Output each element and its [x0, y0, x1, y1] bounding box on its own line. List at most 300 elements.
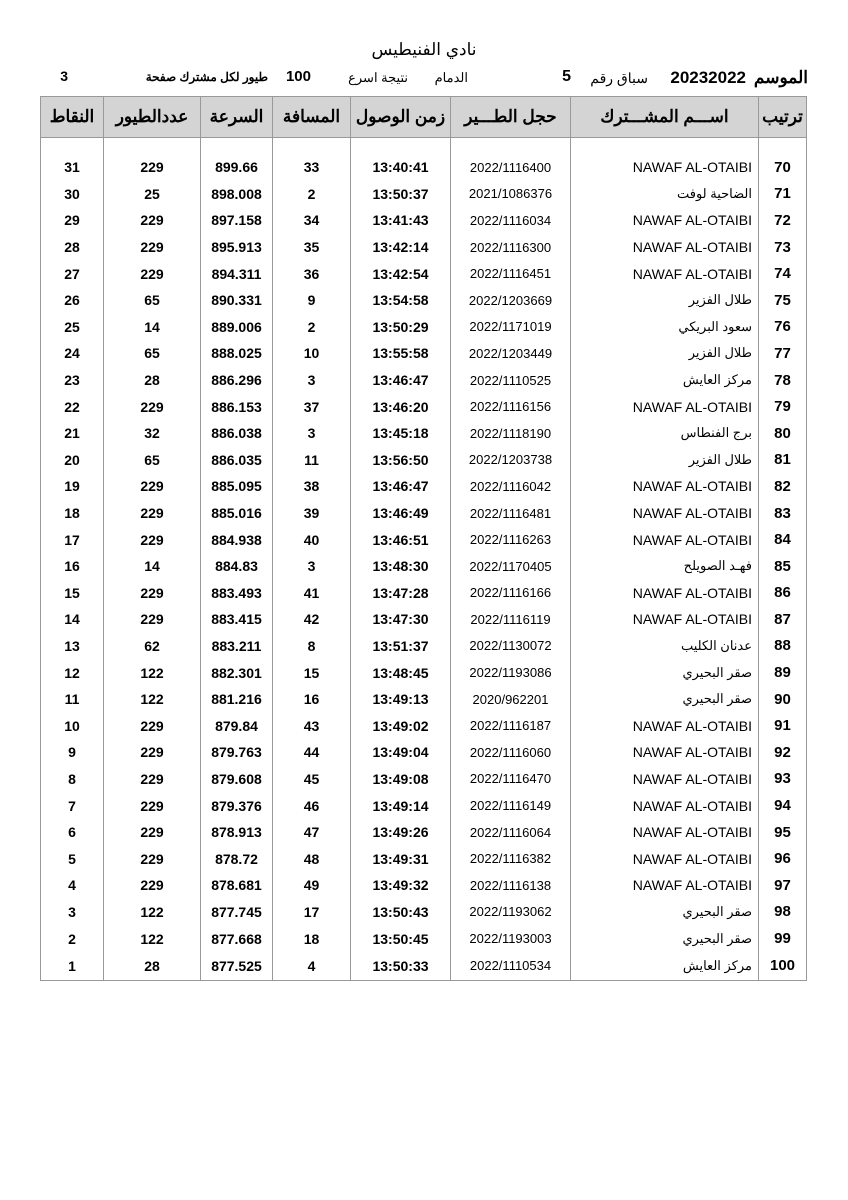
- cell-name: طلال الفزير: [571, 340, 759, 367]
- cell-name: NAWAF AL-OTAIBI: [571, 260, 759, 287]
- table-row: [41, 420, 807, 447]
- cell-speed: 897.158: [201, 207, 273, 234]
- cell-birds: 229: [104, 393, 201, 420]
- cell-distance: 10: [273, 340, 351, 367]
- cell-ring: 2022/1110525: [451, 367, 571, 394]
- cell-name: NAWAF AL-OTAIBI: [571, 845, 759, 872]
- cell-ring: 2022/1110534: [451, 952, 571, 981]
- cell-points: 5: [41, 845, 104, 872]
- cell-time: 13:56:50: [351, 447, 451, 474]
- cell-birds: 229: [104, 500, 201, 527]
- cell-speed: 883.415: [201, 606, 273, 633]
- cell-distance: 37: [273, 393, 351, 420]
- cell-time: 13:49:02: [351, 712, 451, 739]
- cell-birds: 62: [104, 633, 201, 660]
- cell-ring: 2022/1116300: [451, 234, 571, 261]
- cell-time: 13:50:29: [351, 314, 451, 341]
- cell-birds: 122: [104, 686, 201, 713]
- cell-ring: 2022/1118190: [451, 420, 571, 447]
- cell-ring: 2022/1116156: [451, 393, 571, 420]
- cell-speed: 882.301: [201, 659, 273, 686]
- cell-rank: 100: [759, 952, 807, 981]
- cell-ring: 2022/1116400: [451, 138, 571, 181]
- table-row: [41, 952, 807, 981]
- cell-birds: 229: [104, 872, 201, 899]
- cell-ring: 2022/1130072: [451, 633, 571, 660]
- cell-time: 13:47:28: [351, 580, 451, 607]
- table-row: [41, 633, 807, 660]
- table-row: [41, 340, 807, 367]
- cell-time: 13:49:13: [351, 686, 451, 713]
- cell-time: 13:41:43: [351, 207, 451, 234]
- cell-ring: 2022/1116166: [451, 580, 571, 607]
- cell-points: 30: [41, 181, 104, 208]
- cell-ring: 2020/962201: [451, 686, 571, 713]
- cell-time: 13:49:32: [351, 872, 451, 899]
- cell-distance: 11: [273, 447, 351, 474]
- cell-ring: 2022/1116060: [451, 739, 571, 766]
- bird-count: 100: [285, 68, 311, 85]
- cell-speed: 877.745: [201, 899, 273, 926]
- cell-birds: 229: [104, 260, 201, 287]
- cell-distance: 41: [273, 580, 351, 607]
- table-row: [41, 819, 807, 846]
- table-row: [41, 181, 807, 208]
- table-row: [41, 393, 807, 420]
- table-row: [41, 367, 807, 394]
- cell-name: NAWAF AL-OTAIBI: [571, 234, 759, 261]
- cell-name: NAWAF AL-OTAIBI: [571, 792, 759, 819]
- cell-birds: 229: [104, 580, 201, 607]
- cell-points: 9: [41, 739, 104, 766]
- cell-speed: 881.216: [201, 686, 273, 713]
- table-row: [41, 234, 807, 261]
- cell-birds: 28: [104, 367, 201, 394]
- cell-speed: 879.608: [201, 766, 273, 793]
- cell-rank: 70: [759, 138, 807, 181]
- table-row: [41, 659, 807, 686]
- cell-birds: 229: [104, 473, 201, 500]
- cell-time: 13:47:30: [351, 606, 451, 633]
- cell-points: 4: [41, 872, 104, 899]
- cell-points: 23: [41, 367, 104, 394]
- cell-ring: 2022/1193062: [451, 899, 571, 926]
- cell-ring: 2022/1116119: [451, 606, 571, 633]
- cell-points: 27: [41, 260, 104, 287]
- cell-name: NAWAF AL-OTAIBI: [571, 207, 759, 234]
- cell-time: 13:49:14: [351, 792, 451, 819]
- cell-points: 29: [41, 207, 104, 234]
- cell-name: صقر البحيري: [571, 659, 759, 686]
- cell-speed: 886.153: [201, 393, 273, 420]
- cell-speed: 888.025: [201, 340, 273, 367]
- cell-ring: 2022/1171019: [451, 314, 571, 341]
- cell-points: 17: [41, 526, 104, 553]
- cell-time: 13:46:47: [351, 367, 451, 394]
- cell-rank: 81: [759, 447, 807, 474]
- cell-ring: 2022/1116187: [451, 712, 571, 739]
- cell-name: فهـد الصويلح: [571, 553, 759, 580]
- cell-speed: 877.525: [201, 952, 273, 981]
- cell-birds: 229: [104, 739, 201, 766]
- table-row: [41, 792, 807, 819]
- cell-name: صقر البحيري: [571, 899, 759, 926]
- cell-rank: 85: [759, 553, 807, 580]
- cell-birds: 122: [104, 899, 201, 926]
- cell-time: 13:46:20: [351, 393, 451, 420]
- race-number: 5: [562, 68, 571, 85]
- cell-points: 22: [41, 393, 104, 420]
- cell-distance: 44: [273, 739, 351, 766]
- cell-ring: 2022/1116042: [451, 473, 571, 500]
- cell-time: 13:49:04: [351, 739, 451, 766]
- cell-time: 13:55:58: [351, 340, 451, 367]
- cell-rank: 79: [759, 393, 807, 420]
- cell-speed: 899.66: [201, 138, 273, 181]
- cell-time: 13:50:43: [351, 899, 451, 926]
- cell-ring: 2022/1203669: [451, 287, 571, 314]
- cell-points: 20: [41, 447, 104, 474]
- cell-name: NAWAF AL-OTAIBI: [571, 712, 759, 739]
- cell-rank: 71: [759, 181, 807, 208]
- cell-distance: 9: [273, 287, 351, 314]
- cell-time: 13:45:18: [351, 420, 451, 447]
- cell-distance: 48: [273, 845, 351, 872]
- cell-rank: 72: [759, 207, 807, 234]
- table-row: [41, 872, 807, 899]
- cell-time: 13:50:33: [351, 952, 451, 981]
- cell-name: NAWAF AL-OTAIBI: [571, 580, 759, 607]
- cell-ring: 2022/1116263: [451, 526, 571, 553]
- table-row: [41, 473, 807, 500]
- cell-distance: 2: [273, 181, 351, 208]
- cell-name: NAWAF AL-OTAIBI: [571, 393, 759, 420]
- cell-ring: 2022/1203738: [451, 447, 571, 474]
- header-row: [41, 97, 807, 138]
- cell-speed: 889.006: [201, 314, 273, 341]
- cell-speed: 894.311: [201, 260, 273, 287]
- cell-ring: 2022/1193086: [451, 659, 571, 686]
- cell-points: 15: [41, 580, 104, 607]
- cell-rank: 77: [759, 340, 807, 367]
- cell-name: مركز العايش: [571, 367, 759, 394]
- cell-birds: 229: [104, 526, 201, 553]
- cell-rank: 97: [759, 872, 807, 899]
- cell-name: NAWAF AL-OTAIBI: [571, 138, 759, 181]
- table-row: [41, 925, 807, 952]
- cell-birds: 65: [104, 287, 201, 314]
- cell-distance: 36: [273, 260, 351, 287]
- cell-time: 13:42:14: [351, 234, 451, 261]
- cell-name: طلال الفزير: [571, 447, 759, 474]
- cell-points: 25: [41, 314, 104, 341]
- table-row: [41, 500, 807, 527]
- table-row: [41, 606, 807, 633]
- cell-speed: 885.016: [201, 500, 273, 527]
- cell-distance: 3: [273, 553, 351, 580]
- cell-rank: 87: [759, 606, 807, 633]
- cell-distance: 45: [273, 766, 351, 793]
- cell-ring: 2022/1116034: [451, 207, 571, 234]
- cell-speed: 883.493: [201, 580, 273, 607]
- table-row: [41, 553, 807, 580]
- col-distance: المسافة: [273, 97, 351, 138]
- result-label: نتيجة اسرع: [348, 70, 408, 85]
- table-row: [41, 207, 807, 234]
- cell-speed: 878.72: [201, 845, 273, 872]
- cell-distance: 49: [273, 872, 351, 899]
- cell-birds: 229: [104, 207, 201, 234]
- cell-name: NAWAF AL-OTAIBI: [571, 526, 759, 553]
- club-title: نادي الفنيطيس: [371, 40, 477, 59]
- cell-birds: 229: [104, 138, 201, 181]
- col-points: النقاط: [41, 97, 104, 138]
- cell-distance: 33: [273, 138, 351, 181]
- cell-points: 26: [41, 287, 104, 314]
- cell-name: NAWAF AL-OTAIBI: [571, 766, 759, 793]
- cell-rank: 99: [759, 925, 807, 952]
- cell-points: 14: [41, 606, 104, 633]
- table-row: [41, 526, 807, 553]
- cell-speed: 890.331: [201, 287, 273, 314]
- cell-name: NAWAF AL-OTAIBI: [571, 606, 759, 633]
- cell-name: طلال الفزير: [571, 287, 759, 314]
- table-row: [41, 287, 807, 314]
- cell-birds: 229: [104, 606, 201, 633]
- table-row: [41, 899, 807, 926]
- cell-distance: 18: [273, 925, 351, 952]
- cell-time: 13:51:37: [351, 633, 451, 660]
- cell-points: 24: [41, 340, 104, 367]
- cell-ring: 2022/1116470: [451, 766, 571, 793]
- cell-time: 13:48:45: [351, 659, 451, 686]
- page-number: 3: [60, 68, 68, 84]
- cell-distance: 17: [273, 899, 351, 926]
- cell-name: NAWAF AL-OTAIBI: [571, 473, 759, 500]
- season-label: الموسم: [753, 68, 808, 87]
- table-row: [41, 580, 807, 607]
- cell-rank: 94: [759, 792, 807, 819]
- cell-distance: 2: [273, 314, 351, 341]
- cell-time: 13:46:49: [351, 500, 451, 527]
- cell-name: NAWAF AL-OTAIBI: [571, 500, 759, 527]
- cell-speed: 883.211: [201, 633, 273, 660]
- cell-rank: 74: [759, 260, 807, 287]
- cell-time: 13:42:54: [351, 260, 451, 287]
- cell-rank: 95: [759, 819, 807, 846]
- cell-distance: 3: [273, 367, 351, 394]
- location: الدمام: [434, 70, 468, 85]
- cell-speed: 879.376: [201, 792, 273, 819]
- cell-speed: 878.681: [201, 872, 273, 899]
- cell-birds: 122: [104, 659, 201, 686]
- cell-points: 19: [41, 473, 104, 500]
- cell-rank: 90: [759, 686, 807, 713]
- cell-rank: 88: [759, 633, 807, 660]
- cell-time: 13:46:51: [351, 526, 451, 553]
- cell-name: سعود البريكي: [571, 314, 759, 341]
- cell-points: 6: [41, 819, 104, 846]
- cell-points: 1: [41, 952, 104, 981]
- cell-distance: 39: [273, 500, 351, 527]
- cell-rank: 93: [759, 766, 807, 793]
- cell-speed: 886.038: [201, 420, 273, 447]
- cell-time: 13:50:37: [351, 181, 451, 208]
- cell-distance: 15: [273, 659, 351, 686]
- cell-birds: 229: [104, 792, 201, 819]
- cell-time: 13:48:30: [351, 553, 451, 580]
- cell-distance: 35: [273, 234, 351, 261]
- cell-name: الضاحية لوفت: [571, 181, 759, 208]
- cell-name: برج الفنطاس: [571, 420, 759, 447]
- cell-ring: 2022/1116149: [451, 792, 571, 819]
- season-value: 20232022: [670, 68, 746, 87]
- cell-rank: 78: [759, 367, 807, 394]
- table-row: [41, 447, 807, 474]
- cell-points: 13: [41, 633, 104, 660]
- cell-distance: 43: [273, 712, 351, 739]
- cell-ring: 2022/1116451: [451, 260, 571, 287]
- col-birds: عددالطيور: [104, 97, 201, 138]
- cell-points: 28: [41, 234, 104, 261]
- cell-rank: 82: [759, 473, 807, 500]
- cell-ring: 2022/1116064: [451, 819, 571, 846]
- cell-birds: 229: [104, 712, 201, 739]
- cell-distance: 34: [273, 207, 351, 234]
- table-row: [41, 739, 807, 766]
- cell-rank: 75: [759, 287, 807, 314]
- cell-points: 18: [41, 500, 104, 527]
- col-time: زمن الوصول: [351, 97, 451, 138]
- cell-speed: 885.095: [201, 473, 273, 500]
- cell-birds: 229: [104, 766, 201, 793]
- cell-name: NAWAF AL-OTAIBI: [571, 739, 759, 766]
- cell-distance: 3: [273, 420, 351, 447]
- col-rank: ترتيب: [759, 97, 807, 138]
- cell-rank: 83: [759, 500, 807, 527]
- cell-birds: 65: [104, 340, 201, 367]
- cell-ring: 2022/1116382: [451, 845, 571, 872]
- cell-birds: 14: [104, 314, 201, 341]
- cell-ring: 2022/1203449: [451, 340, 571, 367]
- cell-name: صقر البحيري: [571, 686, 759, 713]
- cell-points: 7: [41, 792, 104, 819]
- cell-birds: 28: [104, 952, 201, 981]
- cell-distance: 16: [273, 686, 351, 713]
- cell-speed: 884.938: [201, 526, 273, 553]
- results-table: [40, 96, 807, 981]
- table-row: [41, 138, 807, 181]
- cell-distance: 8: [273, 633, 351, 660]
- race-info: [40, 68, 808, 92]
- table-row: [41, 260, 807, 287]
- cell-name: عدنان الكليب: [571, 633, 759, 660]
- cell-birds: 229: [104, 819, 201, 846]
- cell-birds: 14: [104, 553, 201, 580]
- cell-rank: 96: [759, 845, 807, 872]
- cell-rank: 80: [759, 420, 807, 447]
- cell-speed: 895.913: [201, 234, 273, 261]
- cell-time: 13:50:45: [351, 925, 451, 952]
- cell-ring: 2022/1193003: [451, 925, 571, 952]
- cell-points: 2: [41, 925, 104, 952]
- table-row: [41, 766, 807, 793]
- cell-speed: 886.035: [201, 447, 273, 474]
- per-label: طيور لكل مشترك صفحة: [145, 70, 268, 84]
- cell-speed: 886.296: [201, 367, 273, 394]
- cell-name: صقر البحيري: [571, 925, 759, 952]
- cell-name: مركز العايش: [571, 952, 759, 981]
- col-ring: حجل الطـــير: [451, 97, 571, 138]
- cell-points: 3: [41, 899, 104, 926]
- cell-birds: 25: [104, 181, 201, 208]
- table-row: [41, 686, 807, 713]
- cell-time: 13:49:26: [351, 819, 451, 846]
- cell-ring: 2022/1116138: [451, 872, 571, 899]
- cell-distance: 38: [273, 473, 351, 500]
- cell-rank: 73: [759, 234, 807, 261]
- cell-rank: 89: [759, 659, 807, 686]
- cell-points: 10: [41, 712, 104, 739]
- cell-birds: 229: [104, 845, 201, 872]
- race-label: سباق رقم: [590, 70, 648, 86]
- cell-rank: 76: [759, 314, 807, 341]
- cell-distance: 40: [273, 526, 351, 553]
- cell-name: NAWAF AL-OTAIBI: [571, 872, 759, 899]
- col-name: اســـم المشـــترك: [571, 97, 759, 138]
- cell-points: 12: [41, 659, 104, 686]
- cell-speed: 898.008: [201, 181, 273, 208]
- cell-distance: 42: [273, 606, 351, 633]
- cell-points: 8: [41, 766, 104, 793]
- cell-speed: 884.83: [201, 553, 273, 580]
- cell-speed: 879.84: [201, 712, 273, 739]
- cell-ring: 2021/1086376: [451, 181, 571, 208]
- table-row: [41, 314, 807, 341]
- col-speed: السرعة: [201, 97, 273, 138]
- table-row: [41, 712, 807, 739]
- cell-name: NAWAF AL-OTAIBI: [571, 819, 759, 846]
- cell-birds: 229: [104, 234, 201, 261]
- cell-distance: 47: [273, 819, 351, 846]
- cell-birds: 32: [104, 420, 201, 447]
- cell-speed: 877.668: [201, 925, 273, 952]
- cell-distance: 4: [273, 952, 351, 981]
- cell-birds: 122: [104, 925, 201, 952]
- cell-time: 13:49:31: [351, 845, 451, 872]
- cell-time: 13:46:47: [351, 473, 451, 500]
- cell-distance: 46: [273, 792, 351, 819]
- cell-birds: 65: [104, 447, 201, 474]
- cell-points: 11: [41, 686, 104, 713]
- cell-points: 16: [41, 553, 104, 580]
- cell-rank: 91: [759, 712, 807, 739]
- cell-time: 13:49:08: [351, 766, 451, 793]
- cell-points: 31: [41, 138, 104, 181]
- cell-points: 21: [41, 420, 104, 447]
- cell-speed: 879.763: [201, 739, 273, 766]
- table-row: [41, 845, 807, 872]
- cell-rank: 86: [759, 580, 807, 607]
- cell-rank: 84: [759, 526, 807, 553]
- cell-time: 13:40:41: [351, 138, 451, 181]
- cell-time: 13:54:58: [351, 287, 451, 314]
- cell-ring: 2022/1170405: [451, 553, 571, 580]
- cell-speed: 878.913: [201, 819, 273, 846]
- cell-ring: 2022/1116481: [451, 500, 571, 527]
- cell-rank: 92: [759, 739, 807, 766]
- cell-rank: 98: [759, 899, 807, 926]
